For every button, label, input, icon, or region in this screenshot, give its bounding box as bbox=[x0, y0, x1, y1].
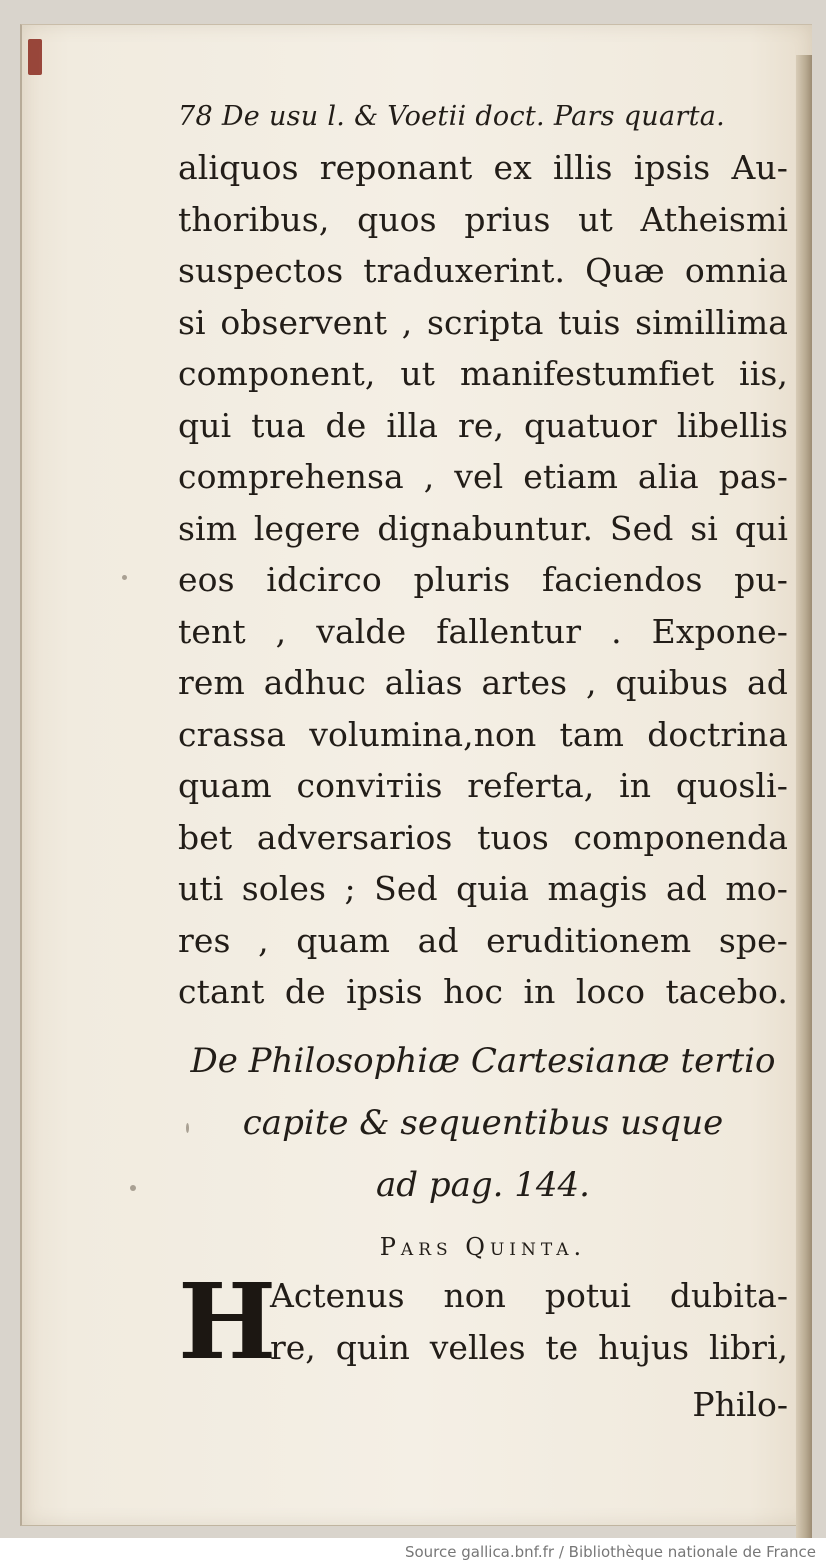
text-line: uti soles ; Sed quia magis ad mo- bbox=[178, 869, 788, 908]
text-line: crassa volumina,non tam doctrina bbox=[178, 714, 788, 754]
library-seal-mark bbox=[28, 39, 42, 75]
section-heading-line: ad pag. 144. bbox=[376, 1164, 590, 1205]
text-line: qui tua de illa re, quatuor libellis bbox=[178, 405, 788, 445]
text-line: aliquos reponant ex illis ipsis Au- bbox=[178, 148, 788, 187]
section-heading bbox=[178, 1030, 788, 1216]
ink-speck bbox=[122, 575, 127, 580]
part-opening bbox=[178, 1259, 788, 1383]
drop-cap-initial: H bbox=[178, 1259, 277, 1383]
section-heading-line: capite & sequentibus usque bbox=[242, 1102, 724, 1143]
text-line: eos idcirco pluris faciendos pu- bbox=[178, 560, 788, 599]
text-line: tent , valde fallentur . Expone- bbox=[178, 611, 788, 651]
text-line: suspectos traduxerint. Quæ omnia bbox=[178, 251, 788, 290]
text-line: sim legere dignabuntur. Sed si qui bbox=[178, 508, 788, 548]
section-heading-line: De Philosophiæ Cartesianæ tertio bbox=[190, 1040, 776, 1081]
text-line: component, ut manifestumfiet iis, bbox=[178, 354, 788, 393]
text-line: thoribus, quos prius ut Atheismi bbox=[178, 199, 788, 239]
running-head: 78 De usu l. & Voetii doct. Pars quarta. bbox=[178, 101, 726, 132]
source-footer: Source gallica.bnf.fr / Bibliothèque nationale de France bbox=[0, 1538, 826, 1566]
catchword: Philo- bbox=[692, 1384, 788, 1424]
text-line: res , quam ad eruditionem spe- bbox=[178, 920, 788, 960]
ink-speck bbox=[130, 1185, 136, 1191]
page-text bbox=[178, 94, 788, 1430]
page-edge bbox=[796, 55, 812, 1545]
text-line: si observent , scripta tuis simillima bbox=[178, 302, 788, 342]
part-title: Pars Quinta. bbox=[379, 1232, 587, 1261]
text-line: comprehensa , vel etiam alia pas- bbox=[178, 457, 788, 496]
text-line: quam conviтiis referta, in quosli- bbox=[178, 766, 788, 805]
text-line: bet adversarios tuos componenda bbox=[178, 817, 788, 857]
text-line: rem adhuc alias artes , quibus ad bbox=[178, 663, 788, 702]
text-line: Actenus non potui dubita- bbox=[270, 1275, 788, 1315]
text-line: re, quin velles te hujus libri, bbox=[270, 1327, 788, 1367]
body-text bbox=[178, 142, 788, 1018]
text-line: ctant de ipsis hoc in loco tacebo. bbox=[178, 972, 788, 1011]
